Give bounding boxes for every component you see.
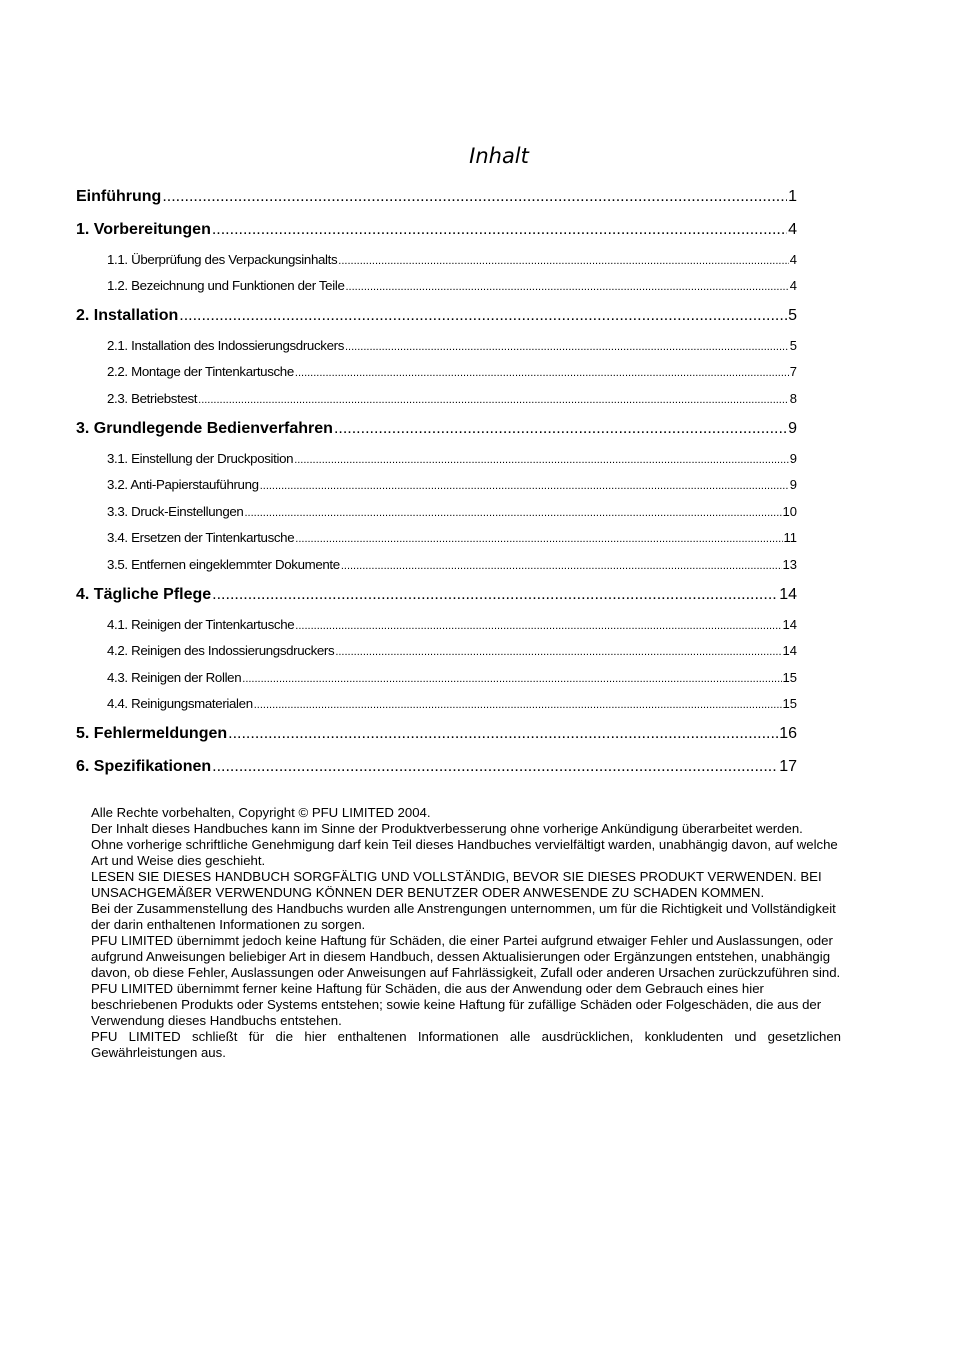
toc-section-entry[interactable]: [76, 451, 797, 468]
toc-entry-title: 2.1. Installation des Indossierungsdruckers: [107, 337, 344, 353]
toc-section-entry[interactable]: [76, 364, 797, 381]
toc-page-number: 9: [789, 477, 797, 493]
toc-section-entry[interactable]: [76, 643, 797, 660]
toc-entry-title: 3.2. Anti-Papierstauführung: [107, 477, 259, 493]
toc-page-number: 15: [782, 696, 797, 712]
toc-page-number: 4: [789, 251, 797, 267]
toc-section-entry[interactable]: [76, 617, 797, 634]
toc-page-number: 14: [779, 585, 797, 603]
warranty-text: PFU LIMITED schließt für die hier enthaltenen Informationen alle ausdrücklichen, konkludenten und gesetzlichen Gewährleistungen aus.: [91, 1029, 841, 1060]
toc-dot-leader: [346, 278, 789, 293]
table-of-contents: [76, 188, 797, 779]
toc-section-entry[interactable]: [76, 252, 797, 269]
toc-dot-leader: [198, 391, 789, 406]
toc-page-number: 1: [788, 188, 797, 205]
toc-chapter-entry[interactable]: [76, 586, 797, 607]
toc-dot-leader: [244, 504, 781, 519]
toc-entry-title: 2.2. Montage der Tintenkartusche: [107, 364, 294, 380]
toc-dot-leader: [228, 725, 778, 743]
toc-dot-leader: [260, 477, 789, 492]
toc-page-number: 15: [782, 669, 797, 685]
toc-dot-leader: [345, 338, 789, 353]
toc-page-number: 5: [789, 337, 797, 353]
toc-dot-leader: [295, 617, 781, 632]
toc-chapter-entry[interactable]: [76, 725, 797, 746]
toc-page-number: 17: [779, 758, 797, 776]
toc-dot-leader: [334, 420, 787, 438]
toc-section-entry[interactable]: [76, 477, 797, 494]
toc-dot-leader: [212, 221, 787, 239]
toc-section-entry[interactable]: [76, 696, 797, 713]
toc-dot-leader: [179, 307, 787, 325]
toc-page-number: 9: [789, 450, 797, 466]
toc-page-number: 9: [788, 419, 797, 437]
toc-section-entry[interactable]: [76, 504, 797, 521]
toc-dot-leader: [294, 451, 789, 466]
accuracy-text: Bei der Zusammenstellung des Handbuchs wurden alle Anstrengungen unternommen, um für die Richtigkeit und Vollständigkeit der darin enthaltenen Informationen zu sorgen.: [91, 901, 836, 932]
toc-dot-leader: [335, 643, 781, 658]
toc-dot-leader: [254, 696, 782, 711]
toc-entry-title: 2. Installation: [76, 307, 179, 325]
toc-page-number: 14: [782, 616, 797, 632]
toc-dot-leader: [242, 670, 781, 685]
toc-chapter-entry[interactable]: [76, 758, 797, 779]
toc-entry-title: 5. Fehlermeldungen: [76, 725, 228, 743]
toc-dot-leader: [341, 557, 782, 572]
toc-section-entry[interactable]: [76, 530, 797, 547]
notice-copy: Ohne vorherige schriftliche Genehmigung darf kein Teil dieses Handbuches vervielfältigt warden, unabhängig davon, auf welche Art und Weise dies geschieht.: [91, 837, 838, 868]
toc-chapter-entry[interactable]: [76, 188, 797, 209]
toc-entry-title: 3.4. Ersetzen der Tintenkartusche: [107, 530, 295, 546]
toc-entry-title: 2.3. Betriebstest: [107, 390, 198, 406]
toc-entry-title: 6. Spezifikationen: [76, 758, 212, 776]
toc-dot-leader: [338, 252, 788, 267]
liability-text: PFU LIMITED übernimmt jedoch keine Haftung für Schäden, die einer Partei aufgrund etwaiger Fehler und Auslassungen, oder aufgrund Anweisungen beliebiger Art in diesem Handbuch, dessen Aktualisierungen oder Ergänzungen entstehen, unabhängig davon, ob diese Fehler, Auslassungen oder Anweisungen auf Fahrlässigkeit, Zufall oder anderen Ursachen zurückzuführen sind. PFU LIMITED übernimmt ferner keine Haftung für Schäden, die aus der Anwendung oder dem Gebrauch eines hier beschriebenen Produkts oder Systems entstehen; sowie keine Haftung für zufällige Schäden oder Folgeschäden, die aus der Verwendung dieses Handbuchs entstehen.: [91, 933, 841, 1028]
toc-page-number: 14: [782, 643, 797, 659]
toc-chapter-entry[interactable]: [76, 420, 797, 441]
toc-dot-leader: [212, 758, 778, 776]
toc-entry-title: 1. Vorbereitungen: [76, 221, 211, 238]
legal-notice: [91, 805, 841, 1061]
toc-page-number: 4: [789, 278, 797, 294]
toc-page-number: 10: [782, 503, 797, 519]
toc-page-number: 11: [783, 530, 797, 546]
toc-dot-leader: [212, 586, 778, 604]
copyright-line: Alle Rechte vorbehalten, Copyright © PFU LIMITED 2004.: [91, 805, 431, 820]
toc-entry-title: 4.4. Reinigungsmaterialen: [107, 696, 253, 712]
toc-dot-leader: [162, 188, 787, 206]
toc-dot-leader: [295, 530, 782, 545]
notice-change: Der Inhalt dieses Handbuches kann im Sinne der Produktverbesserung ohne vorherige Ankündigung überarbeitet werden.: [91, 821, 803, 836]
toc-entry-title: 3.5. Entfernen eingeklemmter Dokumente: [107, 556, 340, 572]
toc-section-entry[interactable]: [76, 391, 797, 408]
toc-section-entry[interactable]: [76, 557, 797, 574]
toc-section-entry[interactable]: [76, 338, 797, 355]
toc-entry-title: 3.1. Einstellung der Druckposition: [107, 450, 294, 466]
toc-entry-title: Einführung: [76, 188, 162, 205]
toc-section-entry[interactable]: [76, 670, 797, 687]
toc-page-number: 13: [782, 556, 797, 572]
toc-page-number: 7: [789, 364, 797, 380]
toc-entry-title: 1.2. Bezeichnung und Funktionen der Teile: [107, 278, 345, 294]
toc-entry-title: 4.3. Reinigen der Rollen: [107, 669, 242, 685]
warning-text: LESEN SIE DIESES HANDBUCH SORGFÄLTIG UND VOLLSTÄNDIG, BEVOR SIE DIESES PRODUKT VERWENDEN. BEI UNSACHGEMÄßER VERWENDUNG KÖNNEN DER BENUTZER ODER ANWESENDE ZU SCHADEN KOMMEN.: [91, 869, 822, 900]
toc-section-entry[interactable]: [76, 278, 797, 295]
toc-entry-title: 4.1. Reinigen der Tintenkartusche: [107, 616, 295, 632]
toc-entry-title: 1.1. Überprüfung des Verpackungsinhalts: [107, 251, 338, 267]
toc-entry-title: 4.2. Reinigen des Indossierungsdruckers: [107, 643, 335, 659]
toc-page-number: 16: [779, 725, 797, 743]
toc-dot-leader: [295, 364, 789, 379]
toc-page-number: 8: [789, 390, 797, 406]
toc-chapter-entry[interactable]: [76, 307, 797, 328]
toc-entry-title: 3.3. Druck-Einstellungen: [107, 503, 244, 519]
page-title: Inhalt: [469, 144, 529, 168]
toc-page-number: 5: [788, 307, 797, 325]
toc-chapter-entry[interactable]: [76, 221, 797, 242]
toc-entry-title: 4. Tägliche Pflege: [76, 585, 212, 603]
toc-entry-title: 3. Grundlegende Bedienverfahren: [76, 419, 333, 437]
toc-page-number: 4: [788, 221, 797, 238]
